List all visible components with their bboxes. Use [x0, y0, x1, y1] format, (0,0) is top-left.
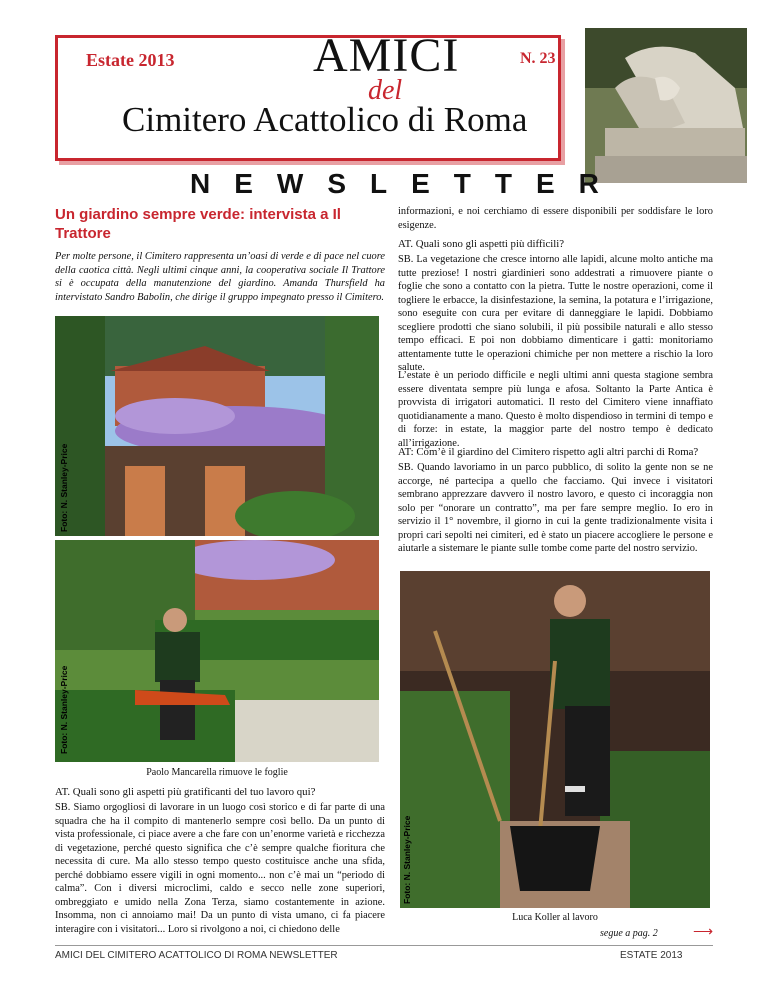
masthead-subtitle: Cimitero Acattolico di Roma [122, 100, 528, 139]
season-label: Estate 2013 [86, 50, 175, 70]
question-3: AT: Com’è il giardino del Cimitero rispetto agli altri parchi di Roma? [398, 446, 699, 458]
photo-caption-1: Paolo Mancarella rimuove le foglie [146, 767, 288, 778]
answer-2: SB. La vegetazione che cresce intorno alle lapidi, alcune molto antiche ma tutte preziose! I nostri giardinieri sono addestrati a rimuovere piante o foglie che sono a contatto con la pietra. Tutte le nostre operazioni, come il togliere le erbacce, la disinfestazione, la semina, la potatura e l’irrigazione, sono eseguite con cura per evitare di danneggiare le lapidi. Dobbiamo scegliere prodotti che siano solubili, il più possibile naturali e allo stesso tempo efficaci. E poi non dobbiamo dimenticare i gatti: monitoriamo attentamente tutte le operazioni chimiche per non mettere a rischio la loro salute. [398, 254, 713, 373]
newsletter-banner: NEWSLETTER [190, 168, 623, 199]
answer-3: SB. Quando lavoriamo in un parco pubblico, di solito la gente non se ne accorge, né partecipa a quello che facciamo. Qui invece i visitatori sembrano apprezzare davvero il nostro lavoro, e questo ci incoraggia non solo per “onorare un contratto”, ma per fare sempre meglio. Io ero in servizio il 1° novembre, il giorno in cui la gente tradizionalmente visita i propri cari sepolti nei cimiteri, ed è stato un piacere accogliere le persone e aiutarle a sistemare le piante sulle tombe come parte del nostro servizio. [398, 462, 713, 554]
masthead-title: AMICI [313, 29, 460, 82]
angel-statue-photo [585, 28, 747, 183]
photo-credit-1: Foto: N. Stanley-Price [59, 443, 69, 532]
answer-1-continued: informazioni, e noi cerchiamo di essere disponibili per soddisfare le loro esigenze. [398, 206, 713, 231]
footer-divider [55, 945, 713, 946]
issue-number: N. 23 [520, 50, 556, 67]
question-1: AT. Quali sono gli aspetti più gratificanti del tuo lavoro qui? [55, 786, 316, 798]
wisteria-building-photo [55, 316, 379, 536]
footer-publication: AMICI DEL CIMITERO ACATTOLICO DI ROMA NEWSLETTER [55, 950, 338, 961]
photo-credit-2: Foto: N. Stanley-Price [59, 665, 69, 754]
arrow-right-icon: ⟶ [693, 925, 714, 940]
photo-credit-3: Foto: N. Stanley-Price [402, 815, 412, 904]
question-2: AT. Quali sono gli aspetti più difficili? [398, 238, 565, 250]
masthead-del: del [368, 75, 403, 106]
photo-caption-2: Luca Koller al lavoro [512, 912, 598, 923]
answer-2-summer: L’estate è un periodo difficile e negli ultimi anni questa stagione sembra essere diventata sempre più lunga e afosa. Soltanto la Parte Antica è provvista di irrigatori automatici. Il resto del Cimitero viene innaffiato quotidianamente a mano. Questo è molto dispendioso in termini di tempo e di forze: in estate, la maggior parte del nostro tempo è dedicato all’irrigazione. [398, 370, 713, 449]
article-intro: Per molte persone, il Cimitero rappresenta un’oasi di verde e di pace nel cuore della caotica città. Negli ultimi cinque anni, la cooperativa sociale Il Trattore si è occupata della manutenzione del giardino. Amanda Thursfield ha intervistato Sandro Babolin, che dirige il gruppo impegnato presso il Cimitero. [55, 251, 385, 303]
gardener-hoe-photo [400, 571, 710, 908]
continued-note: segue a pag. 2 [600, 928, 658, 939]
answer-1: SB. Siamo orgogliosi di lavorare in un luogo così storico e di far parte di una squadra che ha il compito di mantenerlo sempre così bello. Da un punto di vista professionale, ci piace avere a che fare con un’enorme varietà e ricchezza di vegetazione, perché questo significa che c’è sempre qualche fioritura che necessita di cure. Ma allo stesso tempo questo costituisce anche una sfida, perché dobbiamo essere vigili in ogni momento... non c’è mai un “periodo di calma”. Con i diversi microclimi, caldo e secco nelle zone superiori, ombreggiato e umido nella Zona Terza, siamo costantemente in azione. Insomma, non ci annoiamo mai! Da un punto di vista umano, ci fa piacere interagire con i visitatori... Loro si rivolgono a noi, ci chiedono delle [55, 802, 385, 935]
article-headline: Un giardino sempre verde: intervista a Il Trattore [55, 206, 341, 242]
gardener-leaf-blower-photo [55, 540, 379, 762]
footer-season: ESTATE 2013 [620, 950, 683, 961]
